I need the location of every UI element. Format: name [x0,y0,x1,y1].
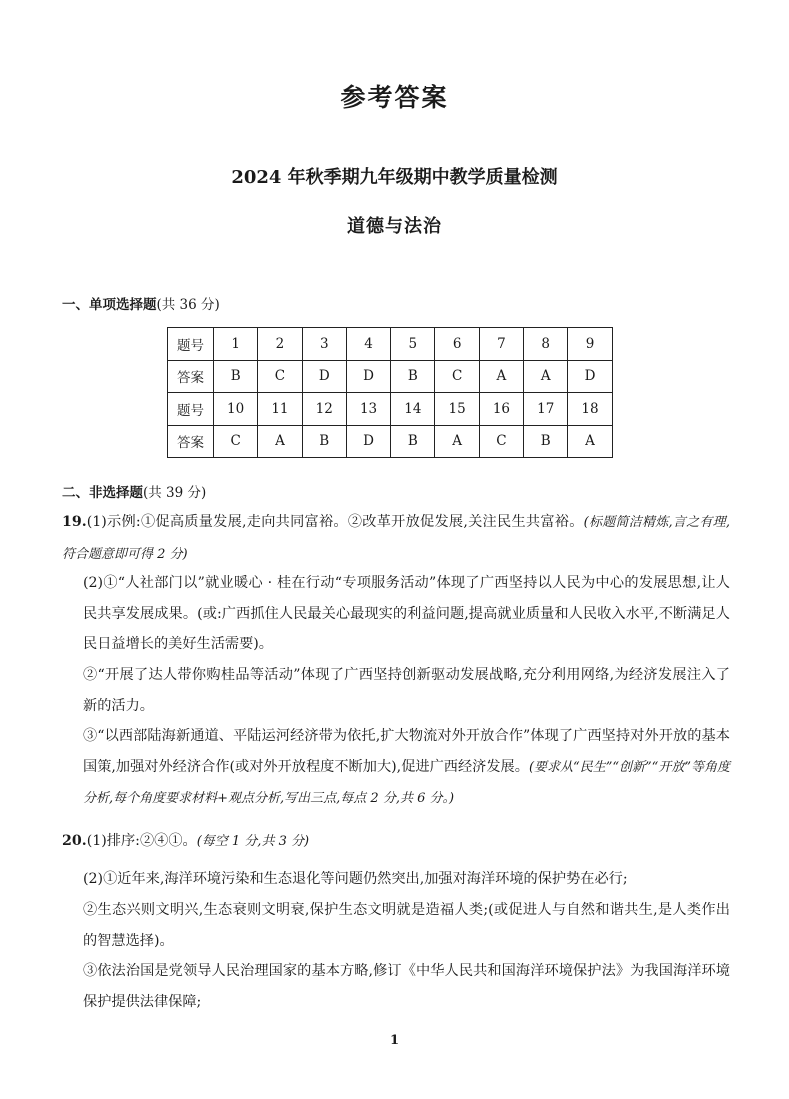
table-cell: A [568,425,612,458]
section-1-score: (共 36 分) [156,297,220,313]
page-title: 参考答案 [340,83,449,112]
table-cell: B [391,360,435,393]
table-cell: D [346,360,390,393]
table-cell: 11 [258,393,302,426]
table-row [168,360,613,393]
exam-title: 2024 年秋季期九年级期中教学质量检测 [231,167,558,188]
q19-part2: (2)①“人社部门以”就业暖心 · 桂在行动“专项服务活动”体现了广西坚持以人民为中心的发展思想,让人民共享发展成果。(或:广西抓住人民最关心最现实的利益问题,提高就业质量和人民收入水平,不断满足人民日益增长的美好生活需要)。 [83,575,730,652]
table-cell: 18 [568,393,612,426]
table-cell: 6 [435,328,479,361]
section-2-title: 二、非选择题 [62,485,143,501]
table-cell: C [479,425,523,458]
q20-part1-note: (每空 1 分,共 3 分) [196,834,310,849]
table-row-label: 答案 [168,425,214,458]
q19-part1 [62,507,730,570]
table-row [168,393,613,426]
table-cell: A [479,360,523,393]
table-cell: D [302,360,346,393]
q19-part1-text: (1)示例:①促高质量发展,走向共同富裕。②改革开放促发展,关注民生共富裕。 [86,514,584,530]
answer-table [167,327,613,458]
section-1-title: 一、单项选择题 [62,297,157,313]
q19-number: 19. [62,514,87,530]
table-cell: A [524,360,568,393]
page-number: 1 [389,1033,400,1048]
table-cell: 12 [302,393,346,426]
table-row-label: 题号 [168,328,214,361]
subject-title: 道德与法治 [347,216,442,237]
q20-part2-point1: (2)①近年来,海洋环境污染和生态退化等问题仍然突出,加强对海洋环境的保护势在必行; [83,871,628,887]
table-cell: 10 [214,393,258,426]
table-cell: A [258,425,302,458]
table-cell: C [214,425,258,458]
table-cell: B [214,360,258,393]
table-cell: 5 [391,328,435,361]
table-cell: B [391,425,435,458]
table-cell: 16 [479,393,523,426]
table-cell: 15 [435,393,479,426]
table-cell: C [435,360,479,393]
table-cell: 1 [214,328,258,361]
q20-part2-point2: ②生态兴则文明兴,生态衰则文明衰,保护生态文明就是造福人类;(或促进人与自然和谐共生,是人类作出的智慧选择)。 [83,902,730,949]
table-cell: B [302,425,346,458]
q19-point3-text: ③“以西部陆海新通道、平陆运河经济带为依托,扩大物流对外开放合作”体现了广西坚持对外开放的基本国策,加强对外经济合作(或对外开放程度不断加大),促进广西经济发展。 [83,728,730,775]
table-row-label: 答案 [168,360,214,393]
table-cell: 9 [568,328,612,361]
q19-point3-note: (要求从“民生”“创新”“开放”等角度分析,每个角度要求材料+观点分析,写出三点,每点 2 分,共 6 分。) [83,759,731,806]
q19-part1-note: (标题简洁精炼,言之有理,符合题意即可得 2 分) [62,515,730,562]
table-cell: D [568,360,612,393]
table-cell: B [524,425,568,458]
q20-number: 20. [62,833,87,849]
q19-part2-point3 [83,721,730,815]
table-row-label: 题号 [168,393,214,426]
q20-part2-point3: ③依法治国是党领导人民治理国家的基本方略,修订《中华人民共和国海洋环境保护法》为我国海洋环境保护提供法律保障; [83,963,730,1010]
q20-part1 [62,826,730,858]
q19-part2-point2: ②“开展了达人带你购桂品等活动”体现了广西坚持创新驱动发展战略,充分利用网络,为经济发展注入了新的活力。 [83,667,730,714]
table-cell: 2 [258,328,302,361]
table-cell: D [346,425,390,458]
section-2-heading [62,481,206,501]
table-cell: 14 [391,393,435,426]
table-cell: C [258,360,302,393]
table-cell: 17 [524,393,568,426]
table-cell: 4 [346,328,390,361]
table-row [168,328,613,361]
q20-part1-text: (1)排序:②④①。 [86,833,197,849]
table-cell: 13 [346,393,390,426]
section-2-score: (共 39 分) [143,485,207,501]
table-cell: 8 [524,328,568,361]
table-cell: 3 [302,328,346,361]
section-1-heading [62,293,220,313]
table-cell: A [435,425,479,458]
table-row [168,425,613,458]
table-cell: 7 [479,328,523,361]
